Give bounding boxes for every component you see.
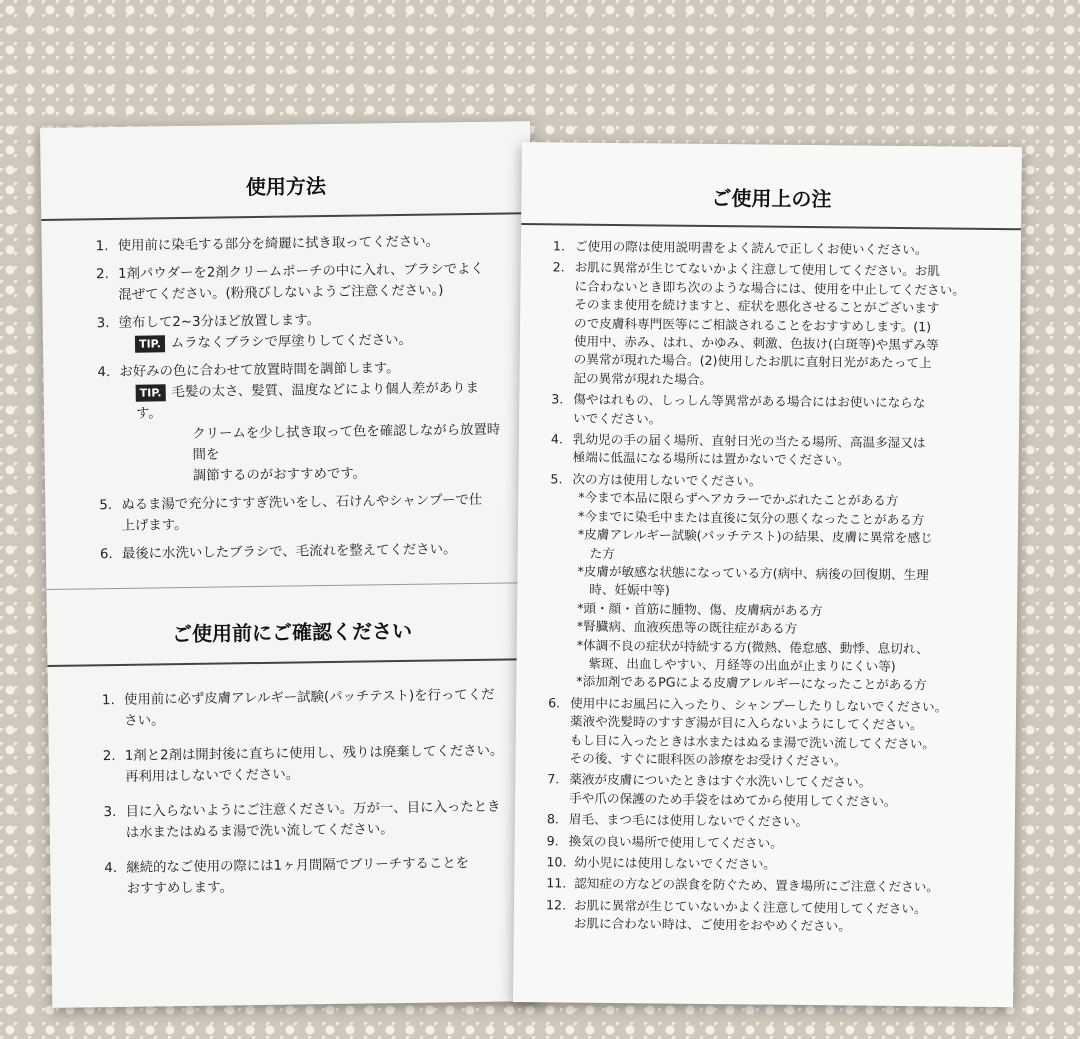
usage-tip-text: 毛髪の太さ、髪質、温度などにより個人差があります。 (135, 380, 480, 422)
precaution-item (547, 832, 991, 855)
confirm-item-number: 1. (101, 693, 115, 709)
usage-item-text: 上げます。 (121, 517, 188, 534)
usage-tip (135, 329, 503, 355)
precaution-item-text: 眉毛、まつ毛には使用しないでください。 (568, 811, 809, 830)
confirm-item-text: 継続的なご使用の際には1ヶ月間隔でブリーチすることを (126, 856, 470, 876)
confirm-item-text: は水またはぬるま湯で洗い流してください。 (125, 822, 394, 841)
precaution-item-text: お肌に異常が生じてないかよく注意して使用してください。お肌 (574, 259, 940, 279)
precaution-item-text: いでください。 (573, 410, 662, 427)
precaution-sub-item: *皮膚アレルギー試験(パッチテスト)の結果、皮膚に異常を感じ (577, 526, 933, 546)
precaution-item-text: 次の方は使用しないでください。 (572, 471, 762, 489)
precaution-item-number: 10. (546, 854, 567, 870)
usage-tip-text: 調節するのがおすすめです。 (192, 466, 367, 484)
usage-item (99, 490, 506, 538)
precaution-item-number: 7. (547, 771, 560, 787)
usage-item (96, 259, 503, 307)
precaution-item (546, 875, 990, 898)
confirm-item (103, 797, 510, 845)
confirm-item-text: 目に入らないようにご注意ください。万が一、目に入ったとき (125, 799, 501, 820)
confirm-item-text: さい。 (124, 713, 165, 729)
precaution-item-text: 換気の良い場所で使用してください。 (568, 833, 783, 851)
confirm-item-number: 2. (102, 749, 116, 765)
usage-item (96, 231, 502, 258)
precaution-item-text: 薬液が皮膚についたときはすぐ水洗いしてください。 (569, 771, 872, 791)
precaution-item-number: 4. (550, 431, 564, 447)
precaution-item-text: 使用中、赤み、はれ、かゆみ、刺激、色抜け(白斑等)や黒ずみ等 (573, 333, 939, 353)
confirm-item-text: 1剤と2剤は開封後に直ちに使用し、残りは廃棄してください。 (124, 743, 504, 764)
precaution-item-text: お肌に異常が生じていないかよく注意して使用してください。 (573, 897, 927, 917)
usage-item-number: 2. (95, 267, 109, 283)
confirm-item (102, 685, 509, 733)
usage-item-number: 1. (95, 239, 109, 255)
precaution-item (547, 810, 991, 833)
usage-item (100, 539, 506, 566)
precaution-item (551, 430, 995, 471)
precaution-item-text: 使用中にお風呂に入ったり、シャンプーしたりしないでください。 (570, 695, 948, 715)
usage-title: 使用方法 (245, 174, 327, 200)
precaution-sub-item: 時、妊娠中等) (589, 582, 670, 598)
precaution-item-text: 乳幼児の手の届く場所、直射日光の当たる場所、高温多湿又は (572, 431, 926, 451)
precautions-list (514, 237, 1021, 938)
precaution-item-text: 認知症の方などの誤食を防ぐため、置き場所にご注意ください。 (574, 875, 940, 895)
usage-item-text: 塗布して2~3分ほど放置します。 (118, 313, 321, 331)
usage-item-text: 混ぜてください。(粉飛びしないようご注意ください。) (118, 283, 444, 303)
precaution-item-number: 3. (551, 391, 564, 407)
precaution-item-text: 薬液や洗髪時のすすぎ湯が目に入らないようにしてください。 (569, 713, 923, 733)
precaution-item (551, 259, 996, 392)
usage-item-text: 最後に水洗いしたブラシで、毛流れを整えてください。 (121, 542, 457, 562)
usage-item-text: 1剤パウダーを2剤クリームポーチの中に入れ、ブラシでよく (117, 261, 484, 282)
usage-tip-label: TIP. (136, 384, 166, 401)
usage-item-number: 4. (97, 365, 111, 381)
precaution-sub-item: *体調不良の症状が持続する方(微熱、倦怠感、動悸、息切れ、 (576, 637, 929, 656)
confirm-item-text: おすすめします。 (126, 880, 233, 897)
precautions-title: ご使用上の注 (711, 185, 832, 212)
usage-item-number: 5. (99, 498, 113, 514)
precaution-item-number: 9. (546, 832, 559, 849)
precaution-sub-item: た方 (589, 545, 615, 561)
precaution-sub-item: 紫斑、出血しやすい、月経等の出血が止まりにくい等) (588, 655, 896, 674)
usage-tip-text: クリームを少し拭き取って色を確認しながら放置時間を (192, 422, 501, 463)
precaution-item-number: 12. (545, 897, 567, 913)
usage-item (97, 357, 505, 489)
precaution-item-text: に合わないとき即ち次のような場合には、使用を中止してください。 (574, 278, 965, 298)
confirm-item-number: 4. (104, 860, 118, 877)
precaution-item-text: 極端に低温になる場所には置かないでください。 (572, 450, 850, 468)
usage-item-text: ぬるま湯で充分にすすぎ洗いをし、石けんやシャンプーで仕 (121, 492, 483, 513)
precaution-item-text: お肌に合わない時は、ご使用をおやめください。 (573, 915, 851, 934)
precaution-sub-item: *今までに染毛中または直後に気分の悪くなったことがある方 (578, 508, 925, 527)
usage-list (42, 230, 537, 566)
precaution-item-number: 8. (546, 811, 560, 827)
precaution-item (546, 853, 990, 876)
precaution-item (553, 237, 997, 260)
precaution-item (548, 470, 994, 696)
precaution-item-text: 傷やはれもの、しっしん等異常がある場合にはお使いにならな (573, 391, 926, 411)
precaution-item-number: 5. (550, 471, 563, 487)
precaution-item-text: その後、すぐに眼科医の診療をお受けください。 (569, 750, 847, 769)
precaution-item (547, 694, 992, 772)
left-page (40, 121, 542, 1008)
precaution-item-text: ご使用の際は使用説明書をよく読んで正しくお使いください。 (574, 238, 928, 258)
precaution-sub-item: *頭・顔・首筋に腫物、傷、皮膚病がある方 (577, 600, 823, 618)
precaution-item-text: 記の異常が現れた場合。 (573, 370, 713, 387)
precaution-sub-item: *添加剤であるPGによる皮膚アレルギーになったことがある方 (576, 673, 927, 693)
confirm-item-number: 3. (103, 805, 117, 821)
precaution-item (551, 391, 995, 432)
precaution-item-number: 11. (546, 875, 567, 891)
usage-item-text: 使用前に染毛する部分を綺麗に拭き取ってください。 (117, 234, 440, 254)
confirm-item-text: 再利用はしないでください。 (124, 767, 300, 785)
precaution-item (547, 771, 991, 812)
precaution-item-text: ので皮膚科専門医等にご相談されることをおすすめします。(1) (574, 315, 932, 334)
usage-item (97, 308, 504, 356)
precaution-item-text: 手や爪の保護のため手袋をはめてから使用してください。 (569, 790, 897, 809)
precaution-item-number: 2. (552, 259, 565, 275)
usage-tip (136, 378, 505, 488)
confirm-item (103, 741, 510, 789)
right-page (513, 142, 1022, 1007)
confirm-item-text: 使用前に必ず皮膚アレルギー試験(パッチテスト)を行ってくだ (123, 687, 495, 708)
usage-tip-label: TIP. (135, 335, 165, 352)
usage-tip-text: ムラなくブラシで厚塗りしてください。 (170, 332, 412, 352)
precaution-sub-item: *今まで本品に限らずヘアカラーでかぶれたことがある方 (578, 489, 899, 509)
confirm-item (104, 853, 511, 901)
precaution-item-text: そのまま使用を続けますと、症状を悪化させることがございます (574, 296, 940, 316)
precaution-sub-item: *腎臓病、血液疾患等の既往症がある方 (576, 618, 798, 637)
confirm-list (48, 684, 541, 901)
usage-item-number: 3. (96, 316, 110, 332)
precaution-item-number: 6. (548, 695, 561, 711)
precaution-sub-item: *皮膚が敏感な状態になっている方(病中、病後の回復期、生理 (577, 563, 929, 583)
precaution-item-number: 1. (552, 238, 566, 254)
precaution-item-text: 幼小児には使用しないでください。 (574, 854, 777, 872)
precaution-item (546, 896, 990, 937)
usage-item-number: 6. (99, 547, 113, 563)
precaution-item-text: もし目に入ったときは水またはぬるま湯で洗い流してください。 (569, 732, 936, 751)
usage-item-text: お好みの色に合わせて放置時間を調節します。 (119, 361, 400, 380)
confirm-title: ご使用前にご確認ください (171, 618, 413, 647)
precaution-item-text: の異常が現れた場合。(2)使用したお肌に直射日光があたって上 (573, 351, 932, 371)
